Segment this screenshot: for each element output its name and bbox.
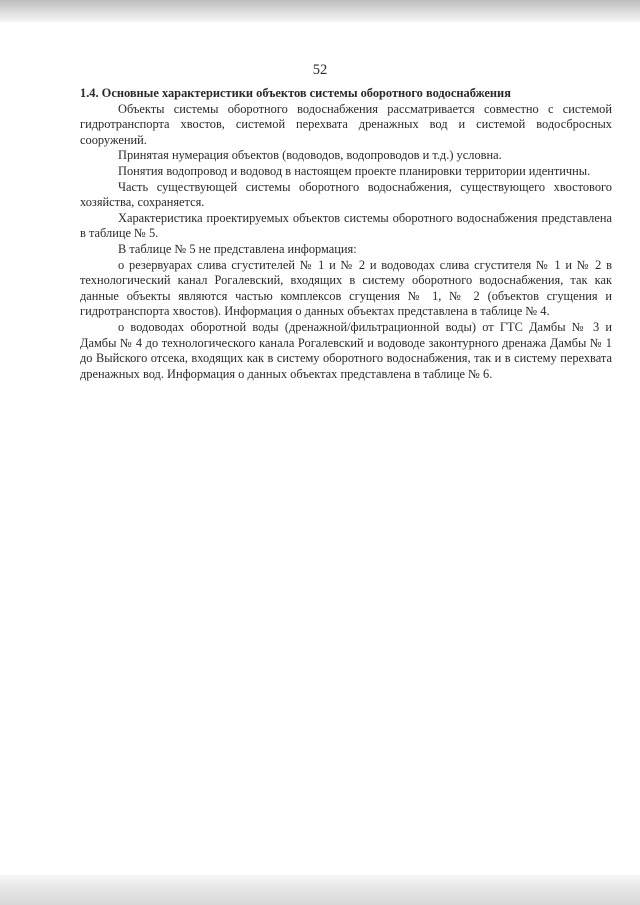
paragraph-return-water-pipelines: о водоводах оборотной воды (дренажной/фильтрационной воды) от ГТС Дамбы № 3 и Дамбы № 4 до технологического канала Рогалевский и водоводе законтурного дренажа Дамбы № 1 до Выйского отсека, входящих как в систему оборотного водоснабжения, так и в систему перехвата дренажных вод. Информация о данных объектах представлена в таблице № 6. [80, 319, 612, 381]
paragraph-intro: Объекты системы оборотного водоснабжения рассматривается совместно с системой гидротранспорта хвостов, системой перехвата дренажных вод и системой водосбросных сооружений. [80, 101, 612, 147]
section-title: 1.4. Основные характеристики объектов системы оборотного водоснабжения [80, 86, 511, 100]
page-number: 52 [312, 62, 328, 78]
scan-bottom-edge [0, 875, 640, 905]
paragraph-table-5: Характеристика проектируемых объектов системы оборотного водоснабжения представлена в таблице № 5. [80, 210, 612, 241]
paragraph-existing-system: Часть существующей системы оборотного водоснабжения, существующего хвостового хозяйства, сохраняется. [80, 179, 612, 210]
paragraph-terms: Понятия водопровод и водовод в настоящем проекте планировки территории идентичны. [118, 163, 591, 178]
paragraph-not-presented: В таблице № 5 не представлена информация: [118, 241, 357, 256]
paragraph-thickener-tanks: о резервуарах слива сгустителей № 1 и № 2 и водоводах слива сгустителя № 1 и № 2 в технологический канал Рогалевский, входящих в систему оборотного водоснабжения, так как данные объекты являются частью комплексов сгущения № 1, № 2 (объектов сгущения и гидротранспорта хвостов). Информация о данных объектах представлена в таблице № 4. [80, 257, 612, 319]
scan-top-edge [0, 0, 640, 22]
document-body [80, 86, 612, 382]
paragraph-numbering: Принятая нумерация объектов (водоводов, водопроводов и т.д.) условна. [118, 148, 502, 163]
